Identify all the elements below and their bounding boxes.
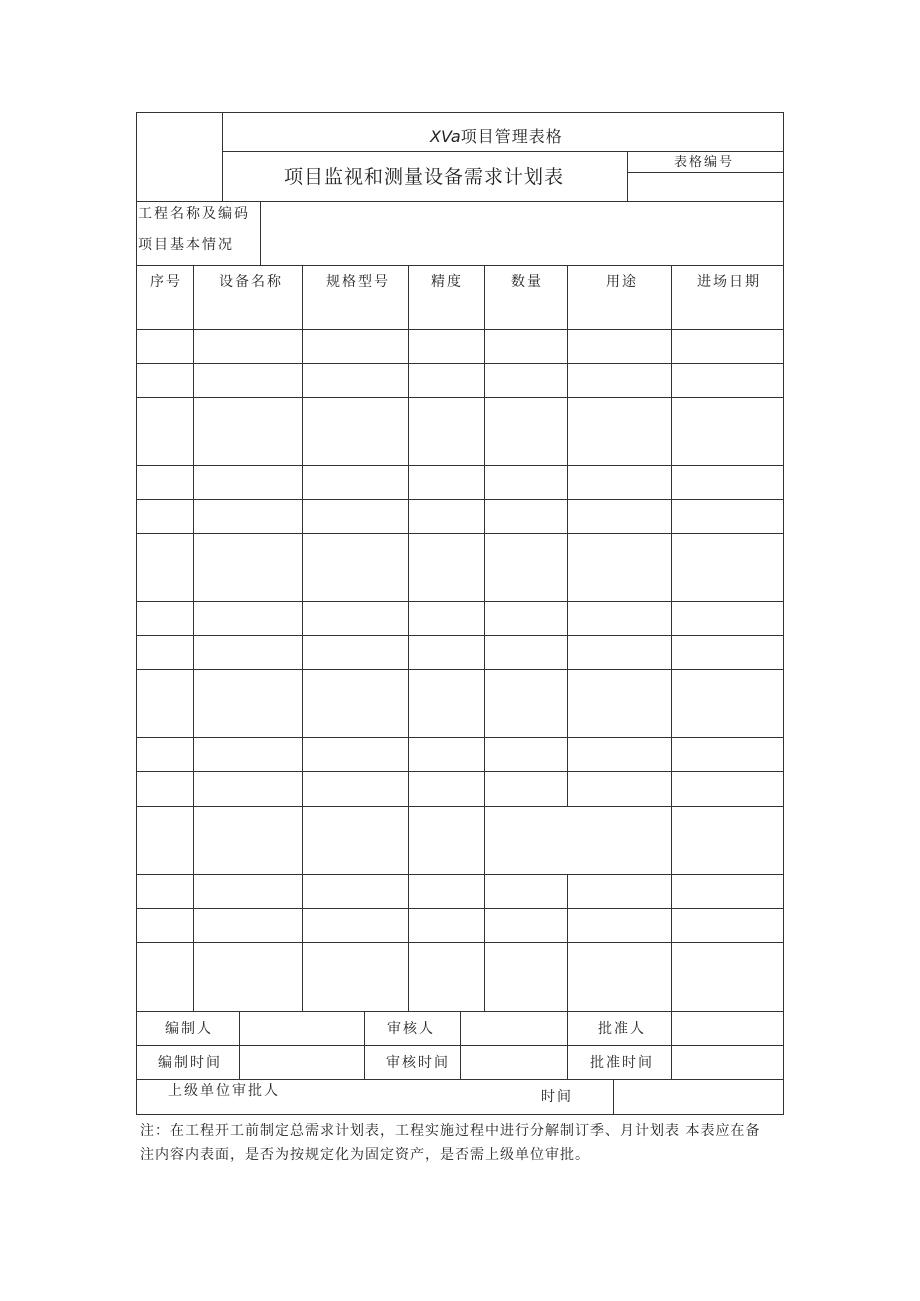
row-line xyxy=(136,635,784,636)
company-suffix: 项目管理表格 xyxy=(460,127,563,146)
compile-time-label: 编制时间 xyxy=(158,1055,222,1071)
row-line xyxy=(136,533,784,534)
col-header-quantity: 数量 xyxy=(511,274,543,290)
sig-col-line xyxy=(567,1011,568,1079)
logo-cell-divider xyxy=(222,112,223,201)
col-header-seq: 序号 xyxy=(150,274,182,290)
company-title xyxy=(430,129,563,145)
reviewer-label: 审核人 xyxy=(387,1021,435,1037)
row-line xyxy=(136,942,784,943)
border-left xyxy=(136,112,137,1115)
row-line xyxy=(136,669,784,670)
approver-label: 批准人 xyxy=(598,1021,646,1037)
compiler-label: 编制人 xyxy=(165,1021,213,1037)
row-line xyxy=(136,601,784,602)
border-top xyxy=(136,112,784,113)
row-line xyxy=(136,908,784,909)
row-line xyxy=(136,363,784,364)
row-line xyxy=(136,499,784,500)
form-no-divider xyxy=(627,151,628,201)
signature-row-line xyxy=(136,1079,784,1080)
col-header-entry-date: 进场日期 xyxy=(697,274,761,290)
review-time-label: 审核时间 xyxy=(386,1055,450,1071)
header-bottom xyxy=(136,201,784,202)
col-line-6 xyxy=(671,265,672,1011)
col-line-1 xyxy=(193,265,194,1011)
form-no-label: 表格编号 xyxy=(674,155,735,170)
superior-time-divider xyxy=(613,1079,614,1114)
project-info-label: 项目基本情况 xyxy=(138,237,234,253)
row-line xyxy=(136,771,784,772)
col-line-2 xyxy=(302,265,303,1011)
col-line-5a xyxy=(567,265,568,807)
row-line xyxy=(136,465,784,466)
col-header-purpose: 用途 xyxy=(606,274,638,290)
header-divider xyxy=(222,151,784,152)
row-line xyxy=(136,806,784,807)
note-line-1: 注：在工程开工前制定总需求计划表，工程实施过程中进行分解制订季、月计划表 本表应在备 xyxy=(140,1123,761,1139)
project-label-divider xyxy=(260,201,261,265)
superior-approver-label: 上级单位审批人 xyxy=(168,1083,280,1099)
superior-time-label: 时间 xyxy=(541,1089,573,1105)
col-header-precision: 精度 xyxy=(431,274,463,290)
form-no-split xyxy=(627,172,784,173)
project-bottom xyxy=(136,265,784,266)
col-line-5b xyxy=(567,875,568,1011)
sig-col-line xyxy=(239,1011,240,1079)
note-line-2: 注内容内表面，是否为按规定化为固定资产，是否需上级单位审批。 xyxy=(140,1147,590,1163)
row-line xyxy=(136,397,784,398)
approve-time-label: 批准时间 xyxy=(590,1055,654,1071)
form-title: 项目监视和测量设备需求计划表 xyxy=(284,166,565,188)
border-bottom xyxy=(136,1114,784,1115)
col-line-4 xyxy=(484,265,485,1011)
project-name-label: 工程名称及编码 xyxy=(138,206,250,222)
row-line xyxy=(136,874,784,875)
col-header-device-name: 设备名称 xyxy=(219,274,283,290)
sig-col-line xyxy=(671,1011,672,1079)
sig-col-line xyxy=(460,1011,461,1079)
col-header-spec: 规格型号 xyxy=(326,274,390,290)
header-row-bottom xyxy=(136,329,784,330)
col-line-3 xyxy=(408,265,409,1011)
company-prefix: XVa xyxy=(430,127,461,146)
sig-col-line xyxy=(364,1011,365,1079)
row-line xyxy=(136,737,784,738)
border-right xyxy=(783,112,784,1115)
